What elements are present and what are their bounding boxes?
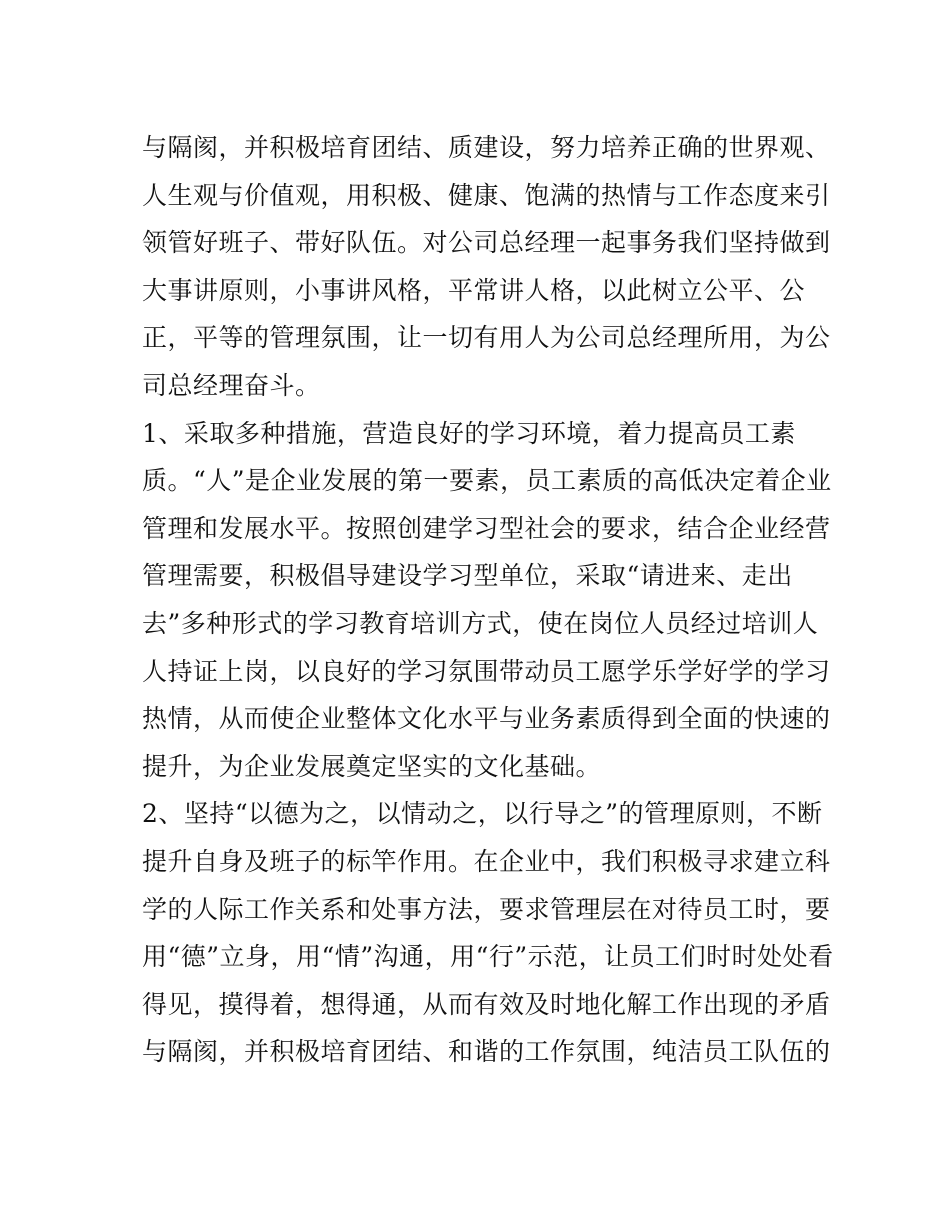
document-body (142, 124, 834, 1076)
text-line: 领管好班子、带好队伍。对公司总经理一起事务我们坚持做到 (142, 228, 831, 258)
text-line: 管理需要，积极倡导建设学习型单位，采取“请进来、走出 (142, 561, 793, 591)
text-line: 1、采取多种措施，营造良好的学习环境，着力提高员工素 (142, 418, 796, 448)
text-line: 提升自身及班子的标竿作用。在企业中，我们积极寻求建立科 (142, 846, 831, 876)
text-line: 人生观与价值观，用积极、健康、饱满的热情与工作态度来引 (142, 180, 831, 210)
text-line: 去”多种形式的学习教育培训方式，使在岗位人员经过培训人 (142, 608, 819, 638)
text-line: 用“德”立身，用“情”沟通，用“行”示范，让员工们时时处处看 (142, 942, 834, 972)
text-line: 提升，为企业发展奠定坚实的文化基础。 (142, 751, 602, 781)
text-line: 人持证上岗，以良好的学习氛围带动员工愿学乐学好学的学习 (142, 656, 831, 686)
text-line: 司总经理奋斗。 (142, 370, 321, 400)
text-line: 得见，摸得着，想得通，从而有效及时地化解工作出现的矛盾 (142, 989, 831, 1019)
text-line: 大事讲原则，小事讲风格，平常讲人格，以此树立公平、公 (142, 275, 806, 305)
text-line: 正，平等的管理氛围，让一切有用人为公司总经理所用，为公 (142, 323, 831, 353)
text-line: 质。“人”是企业发展的第一要素，员工素质的高低决定着企业 (142, 466, 832, 496)
text-line: 学的人际工作关系和处事方法，要求管理层在对待员工时，要 (142, 894, 831, 924)
text-line: 热情，从而使企业整体文化水平与业务素质得到全面的快速的 (142, 704, 831, 734)
text-line: 与隔阂，并积极培育团结、质建设，努力培养正确的世界观、 (142, 133, 831, 162)
text-line: 与隔阂，并积极培育团结、和谐的工作氛围，纯洁员工队伍的 (142, 1037, 831, 1067)
text-line: 2、坚持“以德为之，以情动之，以行导之”的管理原则，不断 (142, 799, 823, 829)
text-line: 管理和发展水平。按照创建学习型社会的要求，结合企业经营 (142, 513, 831, 543)
